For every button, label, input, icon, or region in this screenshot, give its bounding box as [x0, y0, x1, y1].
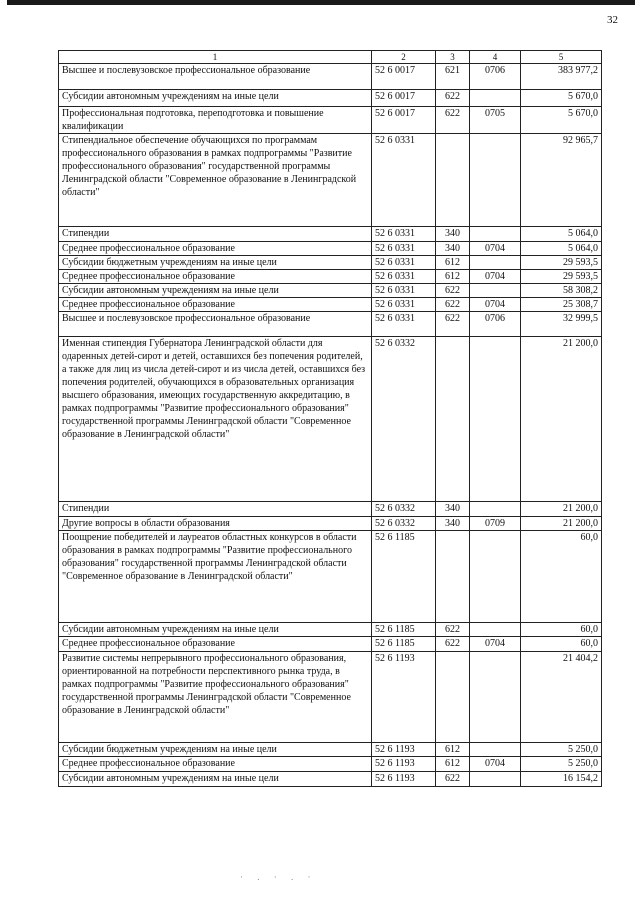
row-vr-cell: 622 — [436, 284, 470, 298]
row-code-cell: 52 6 1193 — [372, 743, 436, 757]
table-row — [59, 637, 602, 652]
row-amount-cell: 60,0 — [521, 637, 602, 652]
row-vr-cell: 340 — [436, 517, 470, 531]
table-row — [59, 256, 602, 270]
row-section-cell: 0706 — [470, 312, 521, 337]
row-section-cell: 0704 — [470, 298, 521, 312]
row-amount-cell: 5 064,0 — [521, 227, 602, 242]
row-name-cell: Другие вопросы в области образования — [59, 517, 372, 531]
row-amount-cell: 29 593,5 — [521, 270, 602, 284]
row-code-cell: 52 6 1185 — [372, 623, 436, 637]
column-number-row — [59, 51, 602, 64]
row-amount-cell: 383 977,2 — [521, 64, 602, 90]
table-row — [59, 298, 602, 312]
row-amount-cell: 21 200,0 — [521, 337, 602, 502]
table-row — [59, 517, 602, 531]
table-row — [59, 743, 602, 757]
row-section-cell — [470, 652, 521, 743]
row-section-cell: 0704 — [470, 270, 521, 284]
row-section-cell: 0706 — [470, 64, 521, 90]
row-code-cell: 52 6 0331 — [372, 312, 436, 337]
scan-noise: · . · . · — [240, 872, 317, 882]
row-name-cell: Стипендии — [59, 502, 372, 517]
row-amount-cell: 16 154,2 — [521, 772, 602, 787]
row-name-cell: Высшее и послевузовское профессиональное образование — [59, 312, 372, 337]
table-row — [59, 227, 602, 242]
row-section-cell — [470, 284, 521, 298]
table-row — [59, 531, 602, 623]
scan-top-border — [7, 0, 635, 5]
row-code-cell: 52 6 0331 — [372, 134, 436, 227]
row-vr-cell: 622 — [436, 312, 470, 337]
row-name-cell: Именная стипендия Губернатора Ленинградской области для одаренных детей-сирот и детей, оставшихся без попечения родителей, а также для лиц из числа детей-сирот и из числа детей, оставшихся без попечения родителей, обучающихся в образовательных организация высшего образования, имеющих государственную аккредитацию, в рамках подпрограммы "Развитие профессионального образования" государственной программы Ленинградской области "Современное образование в Ленинградской области" — [59, 337, 372, 502]
row-vr-cell: 621 — [436, 64, 470, 90]
row-vr-cell: 622 — [436, 107, 470, 134]
row-amount-cell: 21 200,0 — [521, 517, 602, 531]
row-amount-cell: 21 200,0 — [521, 502, 602, 517]
page-number: 32 — [607, 14, 618, 26]
table-row — [59, 90, 602, 107]
row-section-cell — [470, 623, 521, 637]
row-section-cell — [470, 743, 521, 757]
row-name-cell: Среднее профессиональное образование — [59, 270, 372, 284]
row-name-cell: Субсидии автономным учреждениям на иные цели — [59, 623, 372, 637]
row-vr-cell: 622 — [436, 90, 470, 107]
table-row — [59, 284, 602, 298]
row-name-cell: Высшее и послевузовское профессиональное образование — [59, 64, 372, 90]
row-vr-cell: 622 — [436, 637, 470, 652]
row-code-cell: 52 6 1193 — [372, 757, 436, 772]
row-amount-cell: 5 064,0 — [521, 242, 602, 256]
row-section-cell: 0704 — [470, 637, 521, 652]
row-code-cell: 52 6 0017 — [372, 90, 436, 107]
row-vr-cell: 340 — [436, 502, 470, 517]
row-code-cell: 52 6 0332 — [372, 517, 436, 531]
row-section-cell: 0704 — [470, 242, 521, 256]
table-row — [59, 270, 602, 284]
row-name-cell: Среднее профессиональное образование — [59, 757, 372, 772]
row-code-cell: 52 6 0331 — [372, 242, 436, 256]
header-cell: 4 — [470, 51, 521, 64]
row-amount-cell: 21 404,2 — [521, 652, 602, 743]
row-section-cell — [470, 337, 521, 502]
header-cell: 5 — [521, 51, 602, 64]
row-vr-cell: 340 — [436, 242, 470, 256]
row-section-cell: 0709 — [470, 517, 521, 531]
table-row — [59, 107, 602, 134]
row-name-cell: Стипендии — [59, 227, 372, 242]
table-row — [59, 623, 602, 637]
row-vr-cell: 612 — [436, 256, 470, 270]
table-row — [59, 242, 602, 256]
row-name-cell: Субсидии бюджетным учреждениям на иные цели — [59, 256, 372, 270]
header-cell: 2 — [372, 51, 436, 64]
row-vr-cell: 612 — [436, 757, 470, 772]
row-vr-cell — [436, 337, 470, 502]
row-section-cell: 0704 — [470, 757, 521, 772]
row-name-cell: Субсидии бюджетным учреждениям на иные цели — [59, 743, 372, 757]
row-code-cell: 52 6 0331 — [372, 298, 436, 312]
row-name-cell: Среднее профессиональное образование — [59, 298, 372, 312]
row-code-cell: 52 6 1193 — [372, 772, 436, 787]
row-code-cell: 52 6 0331 — [372, 227, 436, 242]
row-amount-cell: 5 250,0 — [521, 743, 602, 757]
row-code-cell: 52 6 1185 — [372, 531, 436, 623]
table-row — [59, 312, 602, 337]
row-code-cell: 52 6 1185 — [372, 637, 436, 652]
row-amount-cell: 92 965,7 — [521, 134, 602, 227]
row-amount-cell: 5 250,0 — [521, 757, 602, 772]
row-amount-cell: 58 308,2 — [521, 284, 602, 298]
row-vr-cell: 622 — [436, 772, 470, 787]
header-cell: 3 — [436, 51, 470, 64]
row-vr-cell: 612 — [436, 743, 470, 757]
table-row — [59, 652, 602, 743]
row-name-cell: Субсидии автономным учреждениям на иные цели — [59, 284, 372, 298]
row-section-cell — [470, 772, 521, 787]
row-name-cell: Стипендиальное обеспечение обучающихся по программам профессионального образования в рамках подпрограммы "Развитие профессионального образования" государственной программы Ленинградской области "Современное образование в Ленинградской области" — [59, 134, 372, 227]
row-code-cell: 52 6 0017 — [372, 107, 436, 134]
row-code-cell: 52 6 0332 — [372, 337, 436, 502]
row-vr-cell: 340 — [436, 227, 470, 242]
row-name-cell: Субсидии автономным учреждениям на иные цели — [59, 90, 372, 107]
row-amount-cell: 32 999,5 — [521, 312, 602, 337]
row-vr-cell — [436, 531, 470, 623]
row-amount-cell: 5 670,0 — [521, 90, 602, 107]
table-row — [59, 64, 602, 90]
row-name-cell: Профессиональная подготовка, переподготовка и повышение квалификации — [59, 107, 372, 134]
row-section-cell — [470, 531, 521, 623]
row-amount-cell: 29 593,5 — [521, 256, 602, 270]
row-code-cell: 52 6 0331 — [372, 270, 436, 284]
header-cell: 1 — [59, 51, 372, 64]
row-vr-cell — [436, 134, 470, 227]
row-code-cell: 52 6 1193 — [372, 652, 436, 743]
row-vr-cell — [436, 652, 470, 743]
row-section-cell — [470, 256, 521, 270]
row-amount-cell: 5 670,0 — [521, 107, 602, 134]
row-name-cell: Поощрение победителей и лауреатов областных конкурсов в области образования в рамках подпрограммы "Развитие профессионального образования" государственной программы Ленинградской области "Современное образование в Ленинградской области" — [59, 531, 372, 623]
row-amount-cell: 60,0 — [521, 531, 602, 623]
table-row — [59, 134, 602, 227]
row-name-cell: Среднее профессиональное образование — [59, 242, 372, 256]
table-row — [59, 772, 602, 787]
row-section-cell — [470, 134, 521, 227]
row-vr-cell: 622 — [436, 623, 470, 637]
row-code-cell: 52 6 0331 — [372, 256, 436, 270]
row-section-cell: 0705 — [470, 107, 521, 134]
row-amount-cell: 25 308,7 — [521, 298, 602, 312]
row-code-cell: 52 6 0331 — [372, 284, 436, 298]
row-code-cell: 52 6 0017 — [372, 64, 436, 90]
table-row — [59, 502, 602, 517]
table-row — [59, 757, 602, 772]
row-section-cell — [470, 90, 521, 107]
row-code-cell: 52 6 0332 — [372, 502, 436, 517]
table-row — [59, 337, 602, 502]
row-amount-cell: 60,0 — [521, 623, 602, 637]
row-section-cell — [470, 502, 521, 517]
row-name-cell: Развитие системы непрерывного профессионального образования, ориентированной на потребности перспективного рынка труда, в рамках подпрограммы "Развитие профессионального образования" государственной программы Ленинградской области "Современное образование в Ленинградской области" — [59, 652, 372, 743]
budget-table — [58, 50, 602, 787]
row-section-cell — [470, 227, 521, 242]
row-name-cell: Субсидии автономным учреждениям на иные цели — [59, 772, 372, 787]
row-name-cell: Среднее профессиональное образование — [59, 637, 372, 652]
row-vr-cell: 622 — [436, 298, 470, 312]
row-vr-cell: 612 — [436, 270, 470, 284]
